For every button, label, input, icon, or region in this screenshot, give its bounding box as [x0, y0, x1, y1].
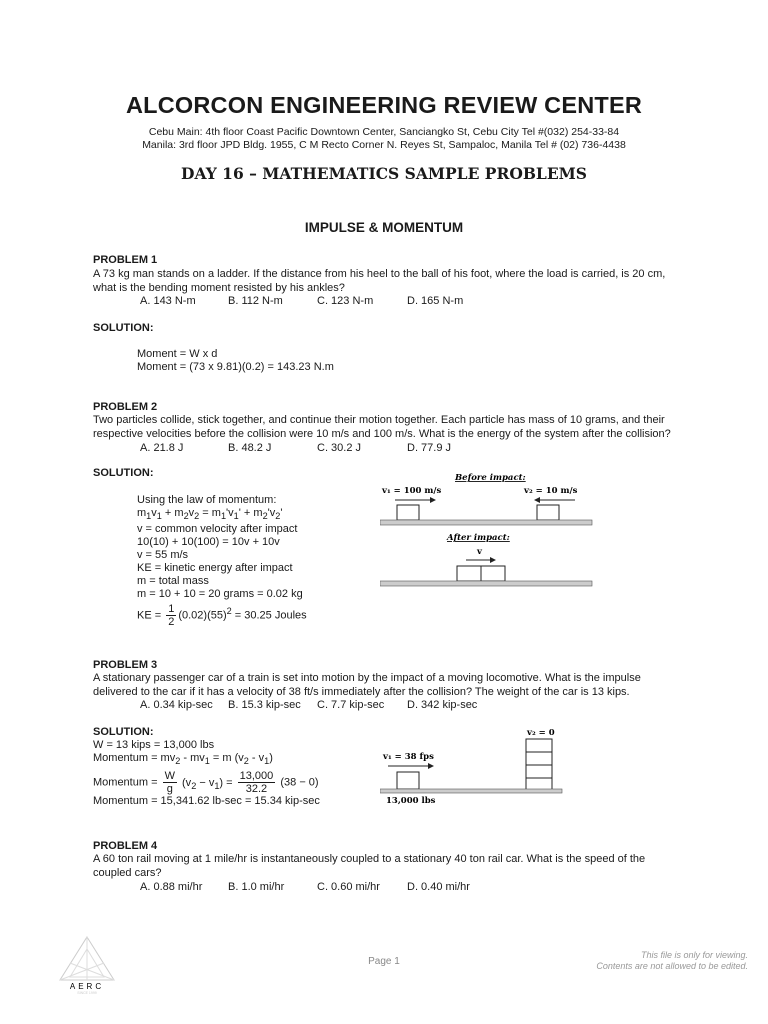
- momentum-equation: $m_1v_1 + m_2v_2 = m_1'v_1' + m_2'v_2'$: [137, 507, 283, 522]
- problem-1-solution: [137, 348, 334, 374]
- ke-result: = 30.25 Joules: [231, 609, 307, 622]
- solution-line: Using the law of momentum:: [137, 494, 277, 506]
- problem-1-heading: PROBLEM 1: [93, 254, 158, 266]
- choice-d: D. 0.40 mi/hr: [407, 881, 470, 893]
- particle-2: [537, 505, 559, 520]
- cebu-address: Cebu Main: 4th floor Coast Pacific Downtown Center, Sanciangko St, Cebu City Tel #(032) 254-33-84: [148, 126, 620, 138]
- solution-line: 10(10) + 10(100) = 10v + 10v: [137, 536, 280, 549]
- choice-c: C. 7.7 kip-sec: [317, 699, 385, 711]
- choice-c: C. 0.60 mi/hr: [317, 881, 380, 893]
- arrow-left-icon: [534, 497, 540, 503]
- problem-1-text: A 73 kg man stands on a ladder. If the distance from his heel to the ball of his foot, where the load is carried, is 20 cm, what is the bending moment resisted by his ankles?: [93, 268, 666, 294]
- arrow-right-icon: [428, 763, 434, 769]
- fraction-denominator: 32.2: [245, 783, 268, 796]
- problem-1-choices: [0, 295, 768, 309]
- problem-4-heading: PROBLEM 4: [93, 840, 158, 852]
- v-label: v: [477, 547, 482, 557]
- choice-a: A. 143 N-m: [140, 295, 196, 307]
- after-impact-label: After impact:: [447, 533, 510, 543]
- choice-b: B. 48.2 J: [228, 442, 272, 454]
- logo-text: AERC: [69, 982, 105, 991]
- ke-exponent: 2: [226, 605, 232, 616]
- v2-label: v₂ = 0: [527, 728, 555, 738]
- solution-line: KE = kinetic energy after impact: [137, 562, 293, 575]
- problem-2-choices: [0, 442, 768, 456]
- problem-3-choices: [0, 699, 768, 713]
- problem-3-heading: PROBLEM 3: [93, 659, 158, 671]
- choice-d: D. 342 kip-sec: [407, 699, 478, 711]
- fraction-weight-over-g: [238, 770, 276, 795]
- choice-d: D. 77.9 J: [407, 442, 452, 454]
- problem-1-solution-label: SOLUTION:: [93, 322, 154, 334]
- notice-line: Contents are not allowed to be edited.: [596, 961, 748, 971]
- choice-a: A. 21.8 J: [140, 442, 184, 454]
- problem-4-choices: [0, 881, 768, 895]
- particle-1: [397, 505, 419, 520]
- fraction-numerator: 13,000: [239, 770, 274, 783]
- choice-c: C. 30.2 J: [317, 442, 362, 454]
- rail-surface: [380, 789, 562, 793]
- problem-3-solution: [93, 739, 320, 808]
- fraction-half: [166, 603, 176, 628]
- v1-label: v₁ = 38 fps: [383, 752, 434, 762]
- day-heading: DAY 16 – MATHEMATICS SAMPLE PROBLEMS: [181, 164, 587, 183]
- arrow-right-icon: [490, 557, 496, 563]
- logo-subtext: SINCE 1999: [77, 991, 97, 995]
- manila-address: Manila: 3rd floor JPD Bldg. 1955, C M Recto Corner N. Reyes St, Sampaloc, Manila Tel # (02) 736-4438: [142, 139, 626, 151]
- kinetic-energy-formula: [137, 603, 307, 628]
- choice-b: B. 15.3 kip-sec: [228, 699, 301, 711]
- solution-line: v = 55 m/s: [137, 549, 189, 562]
- arrow-right-icon: [430, 497, 436, 503]
- momentum-prefix: Momentum =: [93, 776, 158, 789]
- fraction-numerator: W: [164, 770, 175, 783]
- choice-c: C. 123 N-m: [317, 295, 374, 307]
- ke-terms: (0.02)(55): [178, 609, 227, 622]
- solution-line: m = total mass: [137, 575, 209, 588]
- v2-label: v₂ = 10 m/s: [524, 486, 578, 496]
- fraction-denominator: 2: [168, 616, 175, 629]
- momentum-definition: Momentum = $mv_2 - mv_1 = m$ $(v_2 - v_1)$: [93, 752, 273, 767]
- problem-2-heading: PROBLEM 2: [93, 401, 158, 413]
- document-title: ALCORCON ENGINEERING REVIEW CENTER: [126, 92, 642, 118]
- choice-a: A. 0.88 mi/hr: [140, 881, 203, 893]
- choice-a: A. 0.34 kip-sec: [140, 699, 213, 711]
- train-car-diagram: [380, 726, 570, 808]
- solution-line: W = 13 kips = 13,000 lbs: [93, 739, 215, 751]
- problem-3-solution-label: SOLUTION:: [93, 726, 154, 738]
- v1-label: v₁ = 100 m/s: [382, 486, 442, 496]
- combined-particle-2: [481, 566, 505, 581]
- solution-line: Momentum = 15,341.62 lb-sec = 15.34 kip-sec: [93, 795, 320, 808]
- view-only-notice: [596, 950, 748, 972]
- solution-line: Moment = (73 x 9.81)(0.2) = 143.23 N.m: [137, 361, 334, 373]
- weight-label: 13,000 lbs: [386, 796, 436, 806]
- solution-line: v = common velocity after impact: [137, 523, 298, 536]
- problem-4-text: A 60 ton rail moving at 1 mile/hr is instantaneously coupled to a stationary 40 ton rail car. What is the speed of the coupled cars?: [93, 853, 646, 879]
- fraction-w-over-g: [163, 770, 177, 795]
- velocity-difference: $(v_2 - v_1)$ =: [182, 776, 233, 791]
- notice-line: This file is only for viewing.: [640, 950, 748, 960]
- problem-3-text: A stationary passenger car of a train is set into motion by the impact of a moving locomotive. What is the impulse delivered to the car if it has a velocity of 38 ft/s immediately after the collision? The weight of the car is 13 kips.: [93, 672, 641, 698]
- locomotive-block: [397, 772, 419, 789]
- velocity-values: (38 − 0): [280, 776, 319, 789]
- ke-prefix: KE =: [137, 609, 162, 622]
- topic-heading: IMPULSE & MOMENTUM: [304, 220, 464, 235]
- problem-2-solution: [137, 494, 307, 628]
- choice-d: D. 165 N-m: [407, 295, 464, 307]
- page-number: Page 1: [368, 956, 400, 967]
- problem-2-solution-label: SOLUTION:: [93, 467, 154, 479]
- ground-surface: [380, 581, 592, 586]
- before-impact-label: Before impact:: [455, 473, 526, 483]
- combined-particle-1: [457, 566, 481, 581]
- momentum-formula: [93, 770, 320, 795]
- collision-diagram: [380, 470, 600, 592]
- fraction-denominator: g: [166, 783, 173, 796]
- choice-b: B. 112 N-m: [228, 295, 283, 307]
- problem-2-text: Two particles collide, stick together, and continue their motion together. Each particle has mass of 10 grams, and their respective velocities before the collision were 10 m/s and 100 m/s. What is the energy of the system after the collision?: [93, 414, 671, 440]
- fraction-numerator: 1: [168, 603, 175, 616]
- ground-surface: [380, 520, 592, 525]
- solution-line: Moment = W x d: [137, 348, 218, 360]
- solution-line: m = 10 + 10 = 20 grams = 0.02 kg: [137, 588, 303, 601]
- choice-b: B. 1.0 mi/hr: [228, 881, 285, 893]
